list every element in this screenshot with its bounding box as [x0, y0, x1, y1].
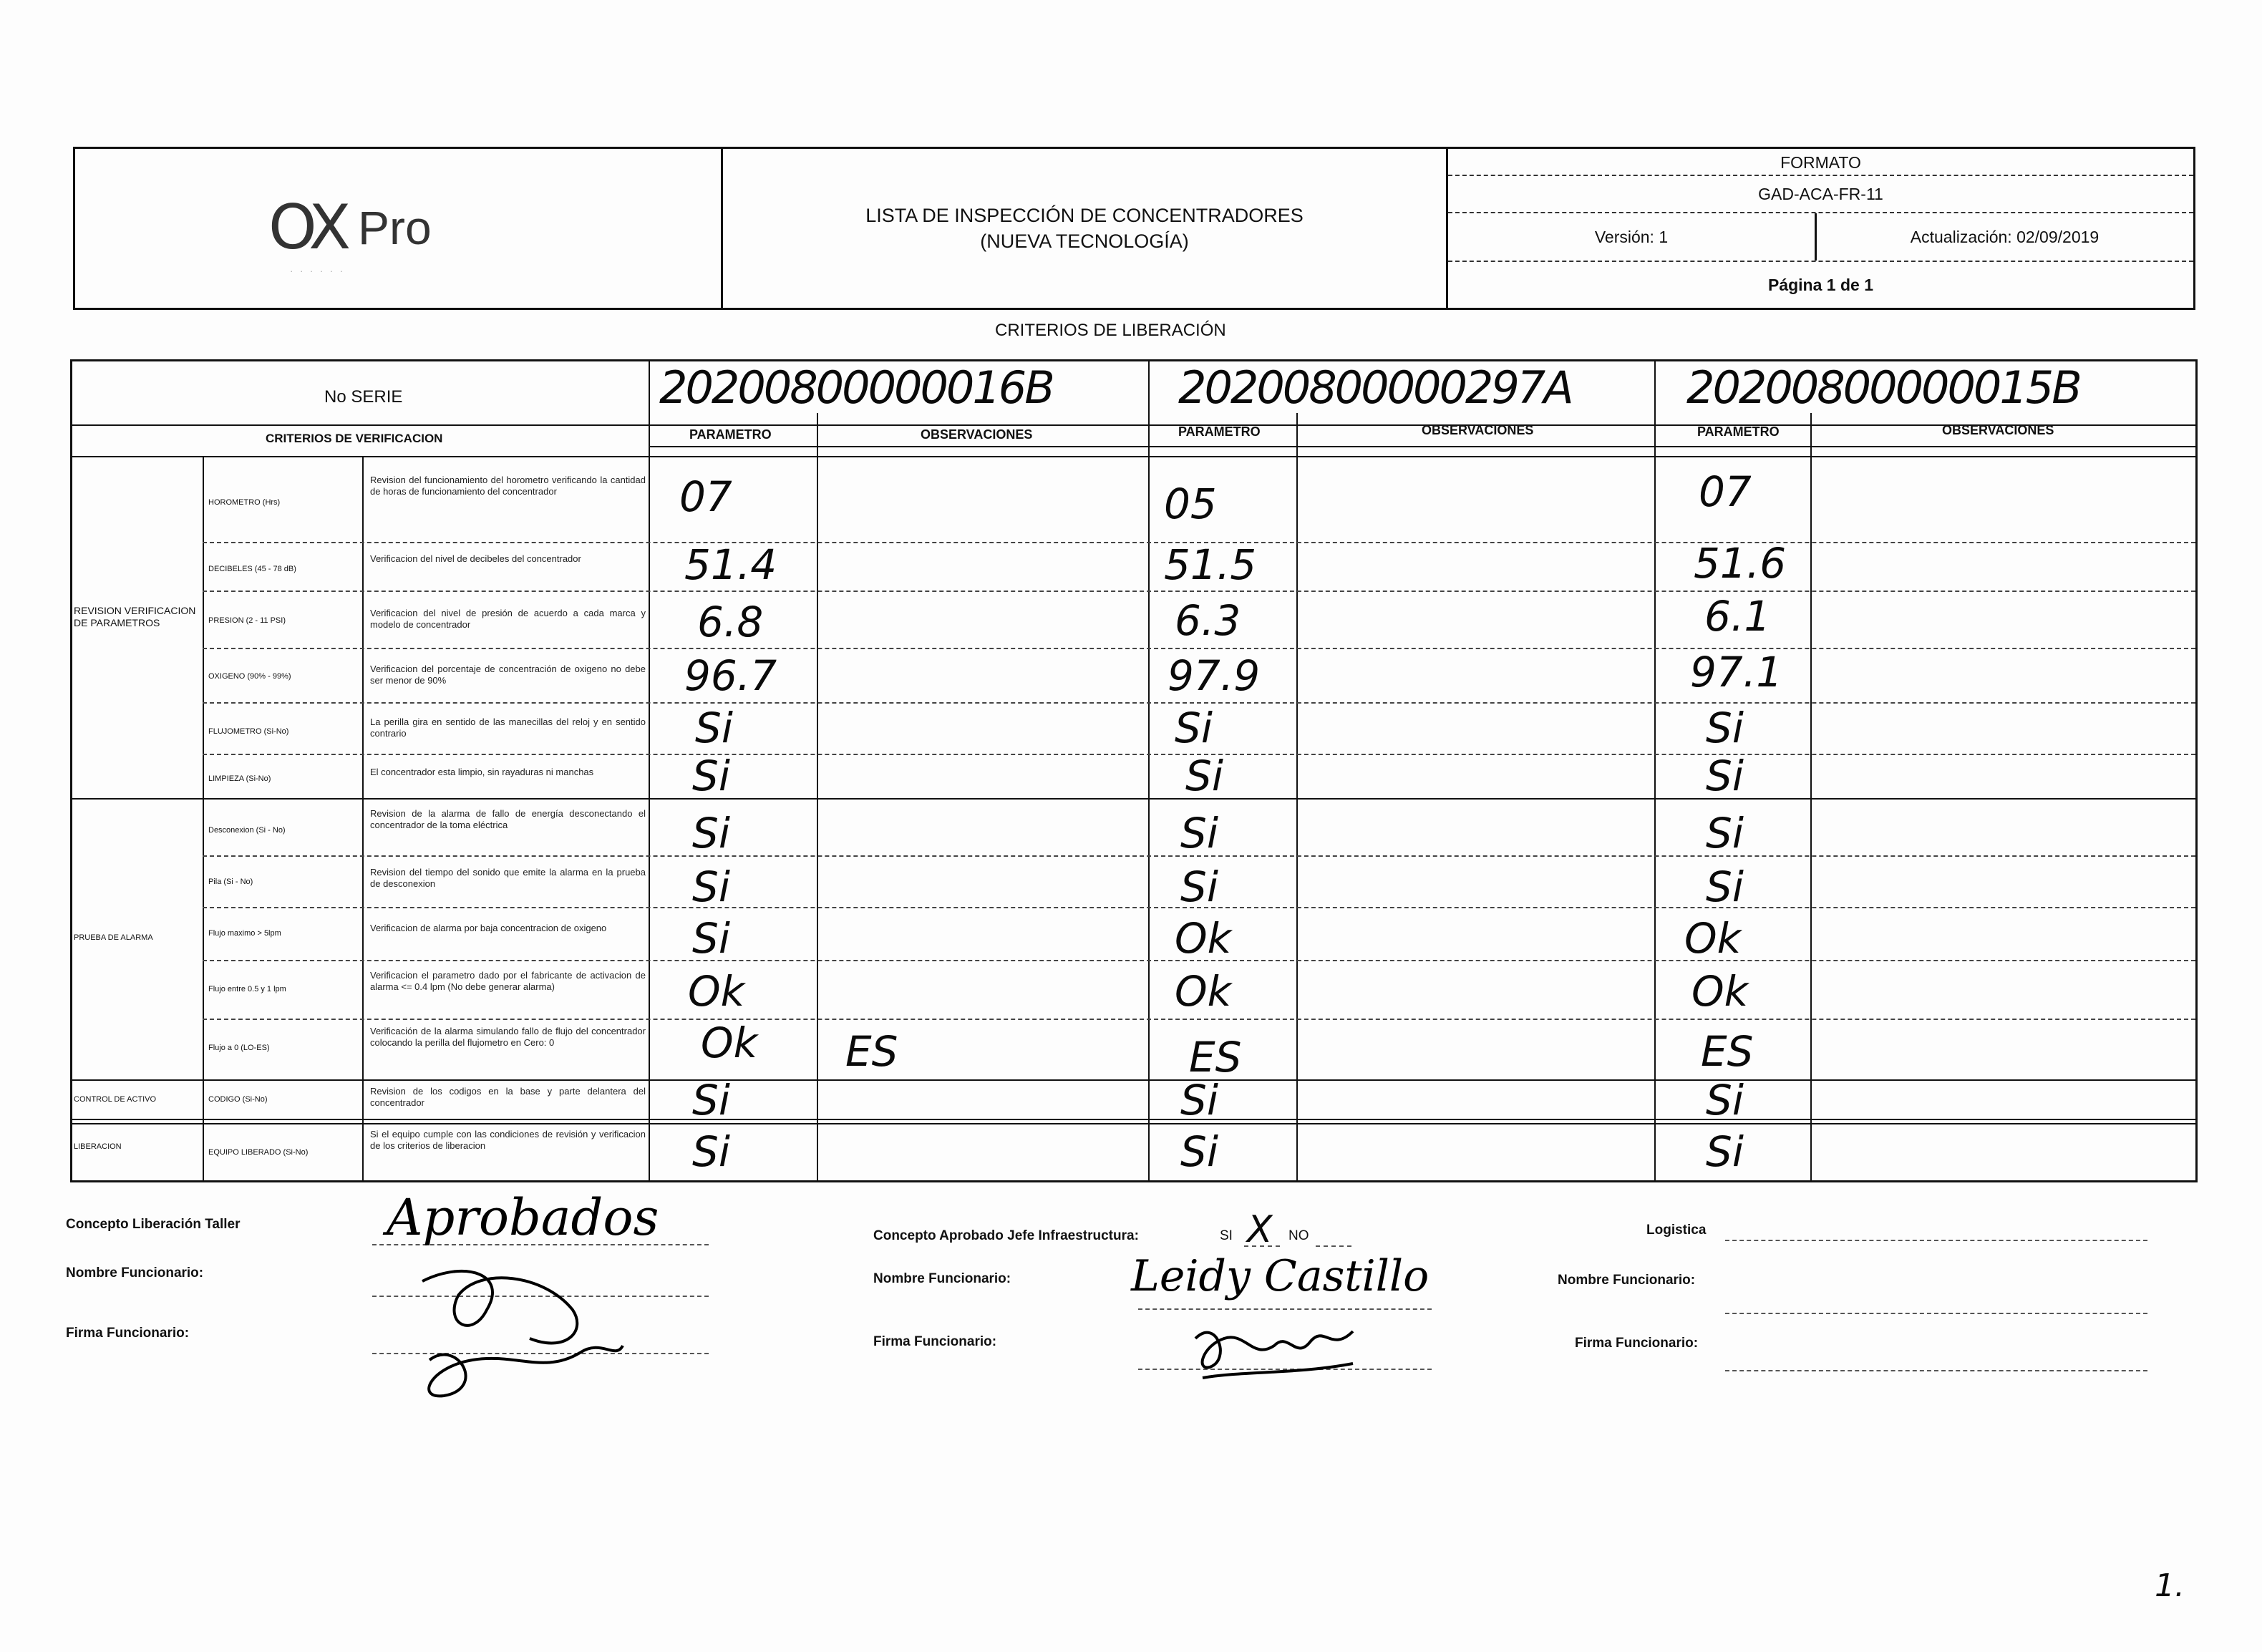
group-revision: REVISION VERIFICACION DE PARAMETROS [74, 605, 196, 628]
title-cell [723, 149, 1448, 308]
param-value: Ok [1175, 967, 1232, 1016]
param-value: Si [1180, 863, 1218, 911]
param-value: Si [692, 752, 730, 800]
param-value: Si [1706, 704, 1744, 752]
row-desc: El concentrador esta limpio, sin rayaduras ni manchas [370, 767, 594, 777]
row-desc: Verificacion del porcentaje de concentración de oxigeno no debe ser menor de 90% [370, 664, 646, 686]
document-title-line1: LISTA DE INSPECCIÓN DE CONCENTRADORES [865, 205, 1304, 226]
observaciones-header-1: OBSERVACIONES [921, 427, 1033, 442]
param-value: Si [1706, 809, 1744, 857]
format-code: GAD-ACA-FR-11 [1448, 176, 2193, 213]
parametro-header-2: PARAMETRO [1178, 424, 1261, 439]
section-title: CRITERIOS DE LIBERACIÓN [995, 321, 1226, 340]
row-item: FLUJOMETRO (Si-No) [208, 727, 289, 736]
param-value: 97.1 [1690, 648, 1783, 696]
param-value: 51.5 [1164, 540, 1257, 589]
param-value: Si [1175, 704, 1213, 752]
row-desc: Revision de los codigos en la base y parte delantera del concentrador [370, 1086, 646, 1108]
row-item: HOROMETRO (Hrs) [208, 498, 281, 507]
format-cell [1448, 149, 2193, 308]
row-item: DECIBELES (45 - 78 dB) [208, 565, 296, 573]
param-value: Si [692, 914, 730, 963]
row-desc: Verificacion de alarma por baja concentracion de oxigeno [370, 923, 607, 933]
param-value: 6.8 [697, 598, 764, 646]
firma-funcionario-label-1: Firma Funcionario: [66, 1326, 190, 1341]
serial-2: 20200800000297A [1178, 361, 1572, 414]
param-value: Si [1706, 1127, 1744, 1176]
param-value: Si [692, 863, 730, 911]
no-serie-label: No SERIE [324, 387, 403, 407]
logo-pro: Pro [358, 201, 432, 254]
param-value: Ok [688, 967, 745, 1016]
concepto-taller-label: Concepto Liberación Taller [66, 1217, 241, 1232]
param-value: Ok [1684, 914, 1742, 963]
parametro-header-3: PARAMETRO [1697, 424, 1780, 439]
jefe-nombre-handwriting: Leidy Castillo [1131, 1251, 1429, 1301]
si-check-mark: X [1247, 1208, 1273, 1251]
firma-funcionario-label-3: Firma Funcionario: [1575, 1336, 1699, 1351]
row-desc: La perilla gira en sentido de las manecillas del reloj y en sentido contrario [370, 716, 646, 739]
param-value: Si [692, 1127, 730, 1176]
param-value: Si [1706, 863, 1744, 911]
param-value: ES [1701, 1027, 1754, 1076]
page-mark: 1. [2155, 1568, 2185, 1604]
group-control: CONTROL DE ACTIVO [74, 1095, 157, 1104]
row-item: OXIGENO (90% - 99%) [208, 672, 291, 681]
row-item: Desconexion (Si - No) [208, 826, 286, 835]
row-desc: Revision del tiempo del sonido que emite la alarma en la prueba de desconexion [370, 867, 646, 889]
row-desc: Revision de la alarma de fallo de energía desconectando el concentrador de la toma eléctrica [370, 808, 646, 830]
param-value: 07 [679, 472, 732, 521]
observaciones-header-3: OBSERVACIONES [1942, 423, 2054, 437]
firma-funcionario-label-2: Firma Funcionario: [873, 1334, 997, 1349]
inspection-table [70, 359, 2198, 1182]
row-item: Flujo a 0 (LO-ES) [208, 1044, 270, 1052]
nombre-funcionario-label-2: Nombre Funcionario: [873, 1271, 1011, 1286]
param-value: Ok [701, 1019, 758, 1067]
version-row [1448, 213, 2193, 262]
observaciones-header-2: OBSERVACIONES [1422, 423, 1534, 437]
document-title-line2: (NUEVA TECNOLOGÍA) [980, 230, 1189, 252]
concepto-jefe-label: Concepto Aprobado Jefe Infraestructura: [873, 1228, 1139, 1243]
logo-ox: OX [268, 192, 347, 263]
no-label: NO [1288, 1228, 1309, 1243]
si-label: SI [1220, 1228, 1233, 1243]
obs-value: ES [845, 1027, 898, 1076]
group-prueba: PRUEBA DE ALARMA [74, 933, 153, 942]
row-item: Pila (Si - No) [208, 878, 253, 886]
param-value: Si [695, 704, 733, 752]
row-item: Flujo maximo > 5lpm [208, 929, 281, 938]
logo-cell [75, 149, 723, 308]
taller-concepto-handwriting: Aprobados [387, 1188, 659, 1247]
param-value: 51.4 [684, 540, 777, 589]
row-item: PRESION (2 - 11 PSI) [208, 616, 286, 625]
param-value: 6.1 [1704, 592, 1771, 641]
jefe-signature-drawing [1188, 1310, 1360, 1389]
nombre-funcionario-label-1: Nombre Funcionario: [66, 1265, 204, 1281]
taller-signature-drawing [401, 1253, 637, 1410]
row-desc: Si el equipo cumple con las condiciones de revisión y verificacion de los criterios de liberacion [370, 1129, 646, 1151]
serial-1: 20200800000016B [659, 361, 1053, 414]
param-value: 96.7 [684, 651, 777, 700]
param-value: Si [692, 1076, 730, 1124]
parametro-header-1: PARAMETRO [689, 427, 772, 442]
row-desc: Verificacion el parametro dado por el fabricante de activacion de alarma <= 0.4 lpm (No debe generar alarma) [370, 970, 646, 992]
criterios-label: CRITERIOS DE VERIFICACION [266, 432, 443, 445]
logo-tagline: · · · · · · [290, 266, 346, 276]
row-item: EQUIPO LIBERADO (Si-No) [208, 1148, 309, 1157]
row-desc: Verificación de la alarma simulando fallo de flujo del concentrador colocando la perilla del flujometro en Cero: 0 [370, 1026, 646, 1048]
param-value: Ok [1175, 914, 1232, 963]
document-header [73, 147, 2195, 310]
param-value: Si [1180, 1127, 1218, 1176]
row-item: LIMPIEZA (Si-No) [208, 774, 271, 783]
param-value: 97.9 [1168, 651, 1261, 700]
param-value: Si [1185, 752, 1223, 800]
param-value: 05 [1164, 480, 1217, 528]
param-value: 07 [1699, 467, 1752, 516]
row-item: CODIGO (Si-No) [208, 1095, 268, 1104]
param-value: Si [1706, 1076, 1744, 1124]
row-item: Flujo entre 0.5 y 1 lpm [208, 985, 286, 993]
actualizacion-label: Actualización: 02/09/2019 [1910, 228, 2100, 246]
pagina-label: Página 1 de 1 [1767, 276, 1873, 294]
version-label: Versión: 1 [1594, 228, 1669, 246]
param-value: Si [1706, 752, 1744, 800]
param-value: 51.6 [1694, 539, 1787, 588]
row-desc: Verificacion del nivel de decibeles del concentrador [370, 553, 581, 564]
param-value: ES [1189, 1033, 1242, 1082]
param-value: Si [1180, 1076, 1218, 1124]
row-desc: Verificacion del nivel de presión de acuerdo a cada marca y modelo de concentrador [370, 608, 646, 630]
nombre-funcionario-label-3: Nombre Funcionario: [1558, 1273, 1696, 1288]
param-value: 6.3 [1175, 596, 1241, 645]
group-liberacion: LIBERACION [74, 1142, 122, 1151]
param-value: Si [692, 809, 730, 857]
param-value: Ok [1691, 967, 1749, 1016]
param-value: Si [1180, 809, 1218, 857]
logistica-label: Logistica [1646, 1223, 1707, 1238]
serial-3: 20200800000015B [1686, 361, 2080, 414]
formato-label: FORMATO [1448, 150, 2193, 176]
row-desc: Revision del funcionamiento del horometro verificando la cantidad de horas de funcionamiento del concentrador [370, 475, 646, 497]
